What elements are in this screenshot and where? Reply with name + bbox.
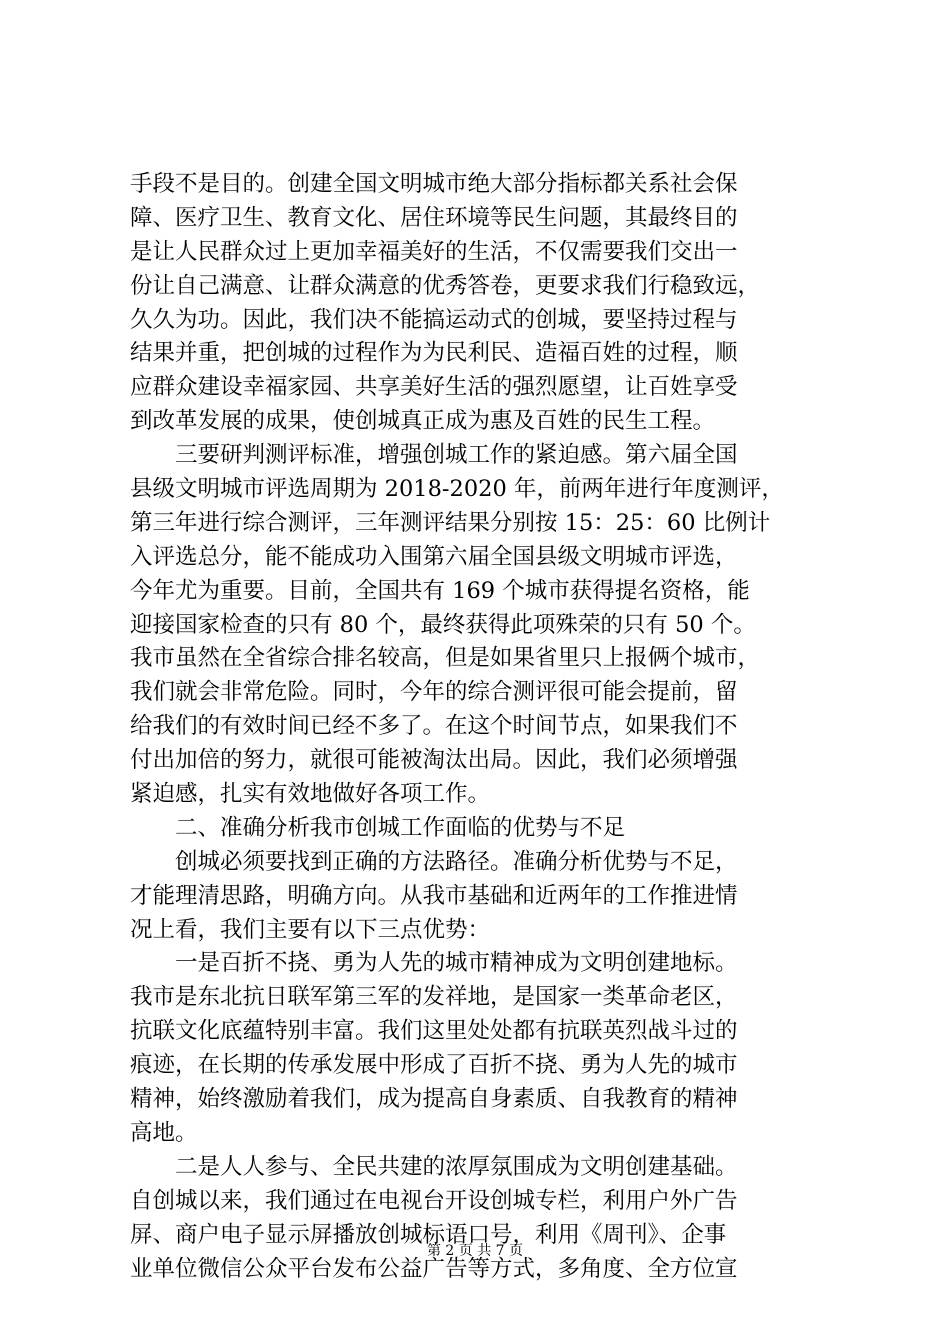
text-line: 高地。 [130, 1119, 198, 1146]
text-line: 第三年进行综合测评，三年测评结果分别按 15：25：60 比例计 [130, 509, 771, 536]
text-line: 手段不是目的。创建全国文明城市绝大部分指标都关系社会保 [130, 171, 738, 197]
text-line: 屏、商户电子显示屏播放创城标语口号，利用《周刊》、企事 [130, 1221, 727, 1248]
text-line: 应群众建设幸福家园、共享美好生活的强烈愿望，让百姓享受 [130, 374, 738, 401]
page-number-label: 第 2 页 共 7 页 [426, 1243, 524, 1259]
text-line: 业单位微信公众平台发布公益广告等方式，多角度、全方位宣 [130, 1255, 738, 1282]
text-line: 紧迫感，扎实有效地做好各项工作。 [130, 781, 491, 808]
text-line: 才能理清思路，明确方向。从我市基础和近两年的工作推进情 [130, 882, 738, 909]
text-line: 二是人人参与、全民共建的浓厚氛围成为文明创建基础。 [130, 1153, 738, 1180]
text-line: 我市是东北抗日联军第三军的发祥地，是国家一类革命老区， [130, 984, 738, 1011]
text-line: 县级文明城市评选周期为 2018-2020 年，前两年进行年度测评， [130, 476, 784, 503]
page-footer [0, 1241, 950, 1261]
text-line: 创城必须要找到正确的方法路径。准确分析优势与不足， [130, 848, 738, 875]
section-heading: 二、准确分析我市创城工作面临的优势与不足 [130, 814, 626, 841]
text-line: 我们就会非常危险。同时，今年的综合测评很可能会提前，留 [130, 679, 738, 706]
text-line: 是让人民群众过上更加幸福美好的生活，不仅需要我们交出一 [130, 238, 738, 265]
text-line: 到改革发展的成果，使创城真正成为惠及百姓的民生工程。 [130, 408, 716, 435]
text-line: 自创城以来，我们通过在电视台开设创城专栏，利用户外广告 [130, 1187, 738, 1214]
text-line: 精神，始终激励着我们，成为提高自身素质、自我教育的精神 [130, 1086, 738, 1113]
text-line: 障、医疗卫生、教育文化、居住环境等民生问题，其最终目的 [130, 204, 738, 231]
text-line: 给我们的有效时间已经不多了。在这个时间节点，如果我们不 [130, 713, 738, 740]
text-line: 三要研判测评标准，增强创城工作的紧迫感。第六届全国 [130, 442, 738, 469]
text-line: 入评选总分，能不能成功入围第六届全国县级文明城市评选， [130, 543, 738, 570]
text-line: 久久为功。因此，我们决不能搞运动式的创城，要坚持过程与 [130, 306, 738, 333]
text-line: 痕迹，在长期的传承发展中形成了百折不挠、勇为人先的城市 [130, 1052, 738, 1079]
text-line: 付出加倍的努力，就很可能被淘汰出局。因此，我们必须增强 [130, 747, 738, 774]
text-line: 我市虽然在全省综合排名较高，但是如果省里只上报俩个城市， [130, 645, 761, 672]
text-line: 一是百折不挠、勇为人先的城市精神成为文明创建地标。 [130, 950, 738, 977]
text-line: 迎接国家检查的只有 80 个，最终获得此项殊荣的只有 50 个。 [130, 611, 756, 638]
text-line: 况上看，我们主要有以下三点优势： [130, 916, 491, 943]
text-line: 今年尤为重要。目前，全国共有 169 个城市获得提名资格，能 [130, 577, 750, 604]
document-body [130, 168, 830, 1286]
text-line: 抗联文化底蕴特别丰富。我们这里处处都有抗联英烈战斗过的 [130, 1018, 738, 1045]
text-line: 份让自己满意、让群众满意的优秀答卷，更要求我们行稳致远， [130, 272, 761, 299]
text-line: 结果并重，把创城的过程作为为民利民、造福百姓的过程，顺 [130, 340, 738, 367]
